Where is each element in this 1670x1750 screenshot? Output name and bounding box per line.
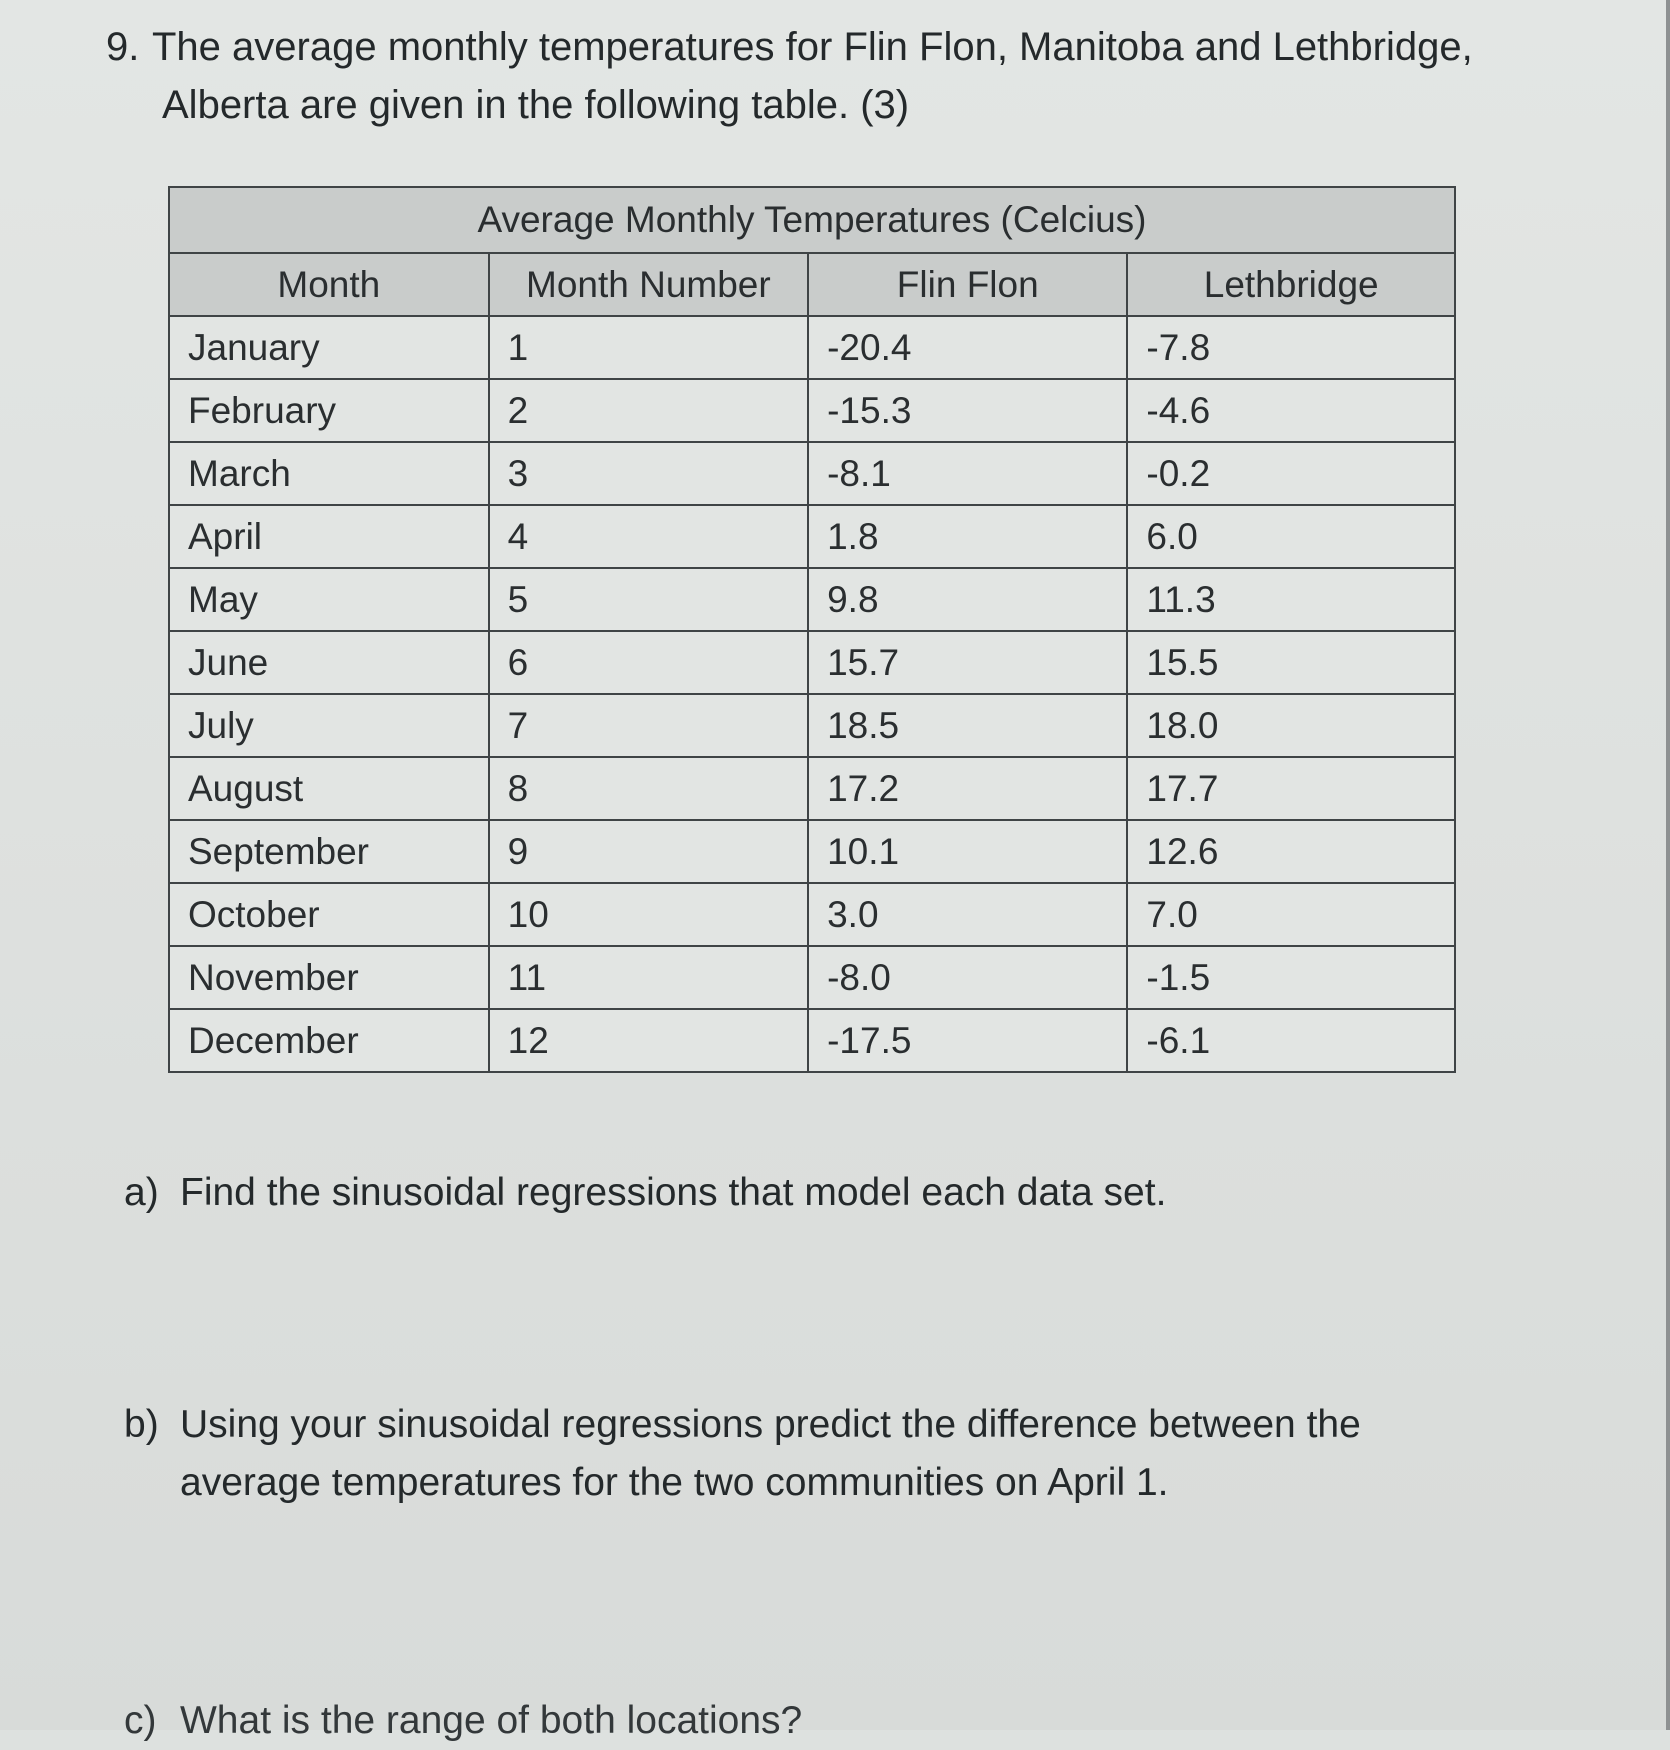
- table-row: [169, 505, 1455, 568]
- page-edge: [1666, 0, 1670, 1730]
- table-caption: Average Monthly Temperatures (Celcius): [169, 187, 1455, 253]
- question-line-1: The average monthly temperatures for Flin Flon, Manitoba and Lethbridge,: [152, 25, 1473, 69]
- table-row: [169, 757, 1455, 820]
- cell-month-number: 1: [489, 316, 808, 379]
- cell-month-number: 6: [489, 631, 808, 694]
- table-row: [169, 631, 1455, 694]
- cell-flin-flon: 10.1: [808, 820, 1127, 883]
- cell-lethbridge: 18.0: [1127, 694, 1455, 757]
- cell-month-number: 7: [489, 694, 808, 757]
- part-b: [124, 1396, 1424, 1512]
- cell-flin-flon: -8.0: [808, 946, 1127, 1009]
- table-row: [169, 883, 1455, 946]
- header-lethbridge: Lethbridge: [1127, 253, 1455, 316]
- cell-lethbridge: 7.0: [1127, 883, 1455, 946]
- cell-flin-flon: 17.2: [808, 757, 1127, 820]
- table-caption-row: [169, 187, 1455, 253]
- cell-flin-flon: -20.4: [808, 316, 1127, 379]
- cell-lethbridge: -0.2: [1127, 442, 1455, 505]
- cell-flin-flon: 9.8: [808, 568, 1127, 631]
- table-row: [169, 1009, 1455, 1072]
- cell-flin-flon: 1.8: [808, 505, 1127, 568]
- cell-month: June: [169, 631, 489, 694]
- cell-flin-flon: 18.5: [808, 694, 1127, 757]
- cell-lethbridge: -1.5: [1127, 946, 1455, 1009]
- cell-lethbridge: 15.5: [1127, 631, 1455, 694]
- cell-lethbridge: 11.3: [1127, 568, 1455, 631]
- cell-month: December: [169, 1009, 489, 1072]
- cell-month-number: 12: [489, 1009, 808, 1072]
- question-line-2: Alberta are given in the following table. (3): [162, 83, 910, 127]
- cell-lethbridge: -4.6: [1127, 379, 1455, 442]
- table-header-row: [169, 253, 1455, 316]
- header-month: Month: [169, 253, 489, 316]
- cell-month: September: [169, 820, 489, 883]
- part-c: [124, 1692, 1324, 1750]
- cell-month: March: [169, 442, 489, 505]
- part-b-label: b): [124, 1403, 159, 1446]
- cell-month-number: 2: [489, 379, 808, 442]
- cell-lethbridge: 17.7: [1127, 757, 1455, 820]
- cell-month: July: [169, 694, 489, 757]
- part-c-text: What is the range of both locations?: [180, 1699, 803, 1742]
- cell-flin-flon: -8.1: [808, 442, 1127, 505]
- cell-month-number: 11: [489, 946, 808, 1009]
- cell-lethbridge: 12.6: [1127, 820, 1455, 883]
- table-row: [169, 379, 1455, 442]
- cell-month: January: [169, 316, 489, 379]
- cell-lethbridge: -6.1: [1127, 1009, 1455, 1072]
- table-row: [169, 820, 1455, 883]
- cell-month: May: [169, 568, 489, 631]
- cell-month: November: [169, 946, 489, 1009]
- table-row: [169, 316, 1455, 379]
- table-row: [169, 694, 1455, 757]
- header-month-number: Month Number: [489, 253, 808, 316]
- cell-flin-flon: -15.3: [808, 379, 1127, 442]
- cell-month: October: [169, 883, 489, 946]
- cell-month-number: 8: [489, 757, 808, 820]
- cell-flin-flon: -17.5: [808, 1009, 1127, 1072]
- part-a-label: a): [124, 1171, 159, 1214]
- cell-month-number: 3: [489, 442, 808, 505]
- cell-month: April: [169, 505, 489, 568]
- part-c-label: c): [124, 1699, 157, 1742]
- header-flin-flon: Flin Flon: [808, 253, 1127, 316]
- part-b-text: Using your sinusoidal regressions predict the difference between the average temperatures for the two communities on April 1.: [180, 1403, 1361, 1504]
- temperature-table: [168, 186, 1456, 1073]
- cell-month-number: 10: [489, 883, 808, 946]
- cell-lethbridge: -7.8: [1127, 316, 1455, 379]
- question-number: 9.: [106, 25, 140, 69]
- cell-month-number: 4: [489, 505, 808, 568]
- part-a-text: Find the sinusoidal regressions that model each data set.: [180, 1171, 1167, 1214]
- table-row: [169, 946, 1455, 1009]
- cell-month-number: 9: [489, 820, 808, 883]
- question-9-prompt: [106, 18, 1566, 134]
- cell-month-number: 5: [489, 568, 808, 631]
- table-row: [169, 442, 1455, 505]
- cell-lethbridge: 6.0: [1127, 505, 1455, 568]
- cell-flin-flon: 3.0: [808, 883, 1127, 946]
- part-a: [124, 1164, 1424, 1222]
- cell-month: February: [169, 379, 489, 442]
- table-row: [169, 568, 1455, 631]
- cell-month: August: [169, 757, 489, 820]
- cell-flin-flon: 15.7: [808, 631, 1127, 694]
